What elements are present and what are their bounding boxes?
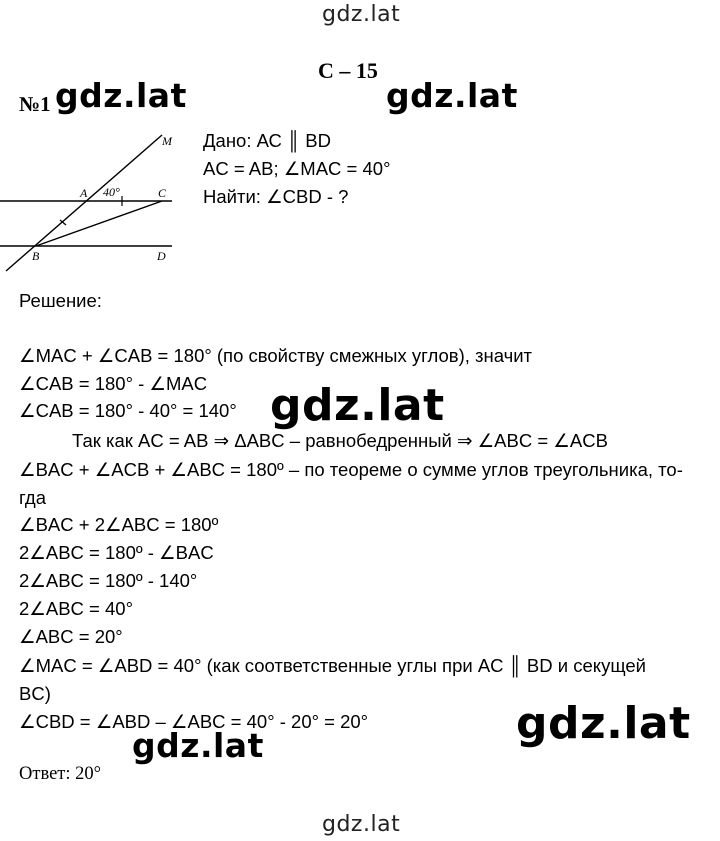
solution-line: 2∠ABC = 40° xyxy=(19,598,133,619)
solution-line: ∠ABC = 20° xyxy=(19,626,123,647)
watermark-bottom: gdz.lat xyxy=(322,812,401,837)
given-line-2: AC = AB; ∠MAC = 40° xyxy=(203,158,391,179)
solution-line: ∠CAB = 180° - 40° = 140° xyxy=(19,400,237,421)
solution-line: ∠CBD = ∠ABD – ∠ABC = 40° - 20° = 20° xyxy=(19,711,369,732)
section-title: С – 15 xyxy=(318,58,378,83)
answer: Ответ: 20° xyxy=(19,764,102,784)
watermark-right-bottom: gdz.lat xyxy=(516,698,691,749)
watermark-left-heading: gdz.lat xyxy=(55,76,187,115)
problem-number: №1 xyxy=(19,92,51,116)
watermark-top: gdz.lat xyxy=(322,2,401,27)
label-c: C xyxy=(158,186,167,200)
segment-bc xyxy=(36,201,162,246)
solution-line: ∠CAB = 180° - ∠MAC xyxy=(19,373,208,394)
solution-heading: Решение: xyxy=(19,290,102,311)
label-b: B xyxy=(32,249,40,263)
given-line-3: Найти: ∠CBD - ? xyxy=(203,186,349,207)
solution-line: гда xyxy=(19,487,47,508)
solution-line: 2∠ABC = 180º - ∠BAC xyxy=(19,542,214,563)
solution-line: Так как AC = AB ⇒ ΔABC – равнобедренный ⇒ ∠ABC = ∠ACB xyxy=(72,430,608,451)
solution-line: ∠BAC + 2∠ABC = 180º xyxy=(19,514,219,535)
label-d: D xyxy=(157,249,166,263)
solution-line: BC) xyxy=(19,683,51,704)
geometry-diagram xyxy=(0,125,185,275)
label-angle: 40° xyxy=(103,185,120,199)
solution-line: 2∠ABC = 180º - 140° xyxy=(19,570,198,591)
label-a: A xyxy=(80,186,88,200)
line-bm xyxy=(6,135,162,271)
watermark-right-heading: gdz.lat xyxy=(386,76,518,115)
solution-line: ∠BAC + ∠ACB + ∠ABC = 180º – по теореме о сумме углов треугольника, то- xyxy=(19,459,683,480)
solution-line: ∠MAC = ∠ABD = 40° (как соответственные углы при AC ║ BD и секущей xyxy=(19,655,646,676)
label-m: M xyxy=(162,134,172,148)
solution-line: ∠MAC + ∠CAB = 180° (по свойству смежных углов), значит xyxy=(19,345,533,366)
given-line-1: Дано: АС ║ BD xyxy=(203,130,331,151)
watermark-center: gdz.lat xyxy=(270,380,445,431)
watermark-left-bottom: gdz.lat xyxy=(132,726,264,765)
